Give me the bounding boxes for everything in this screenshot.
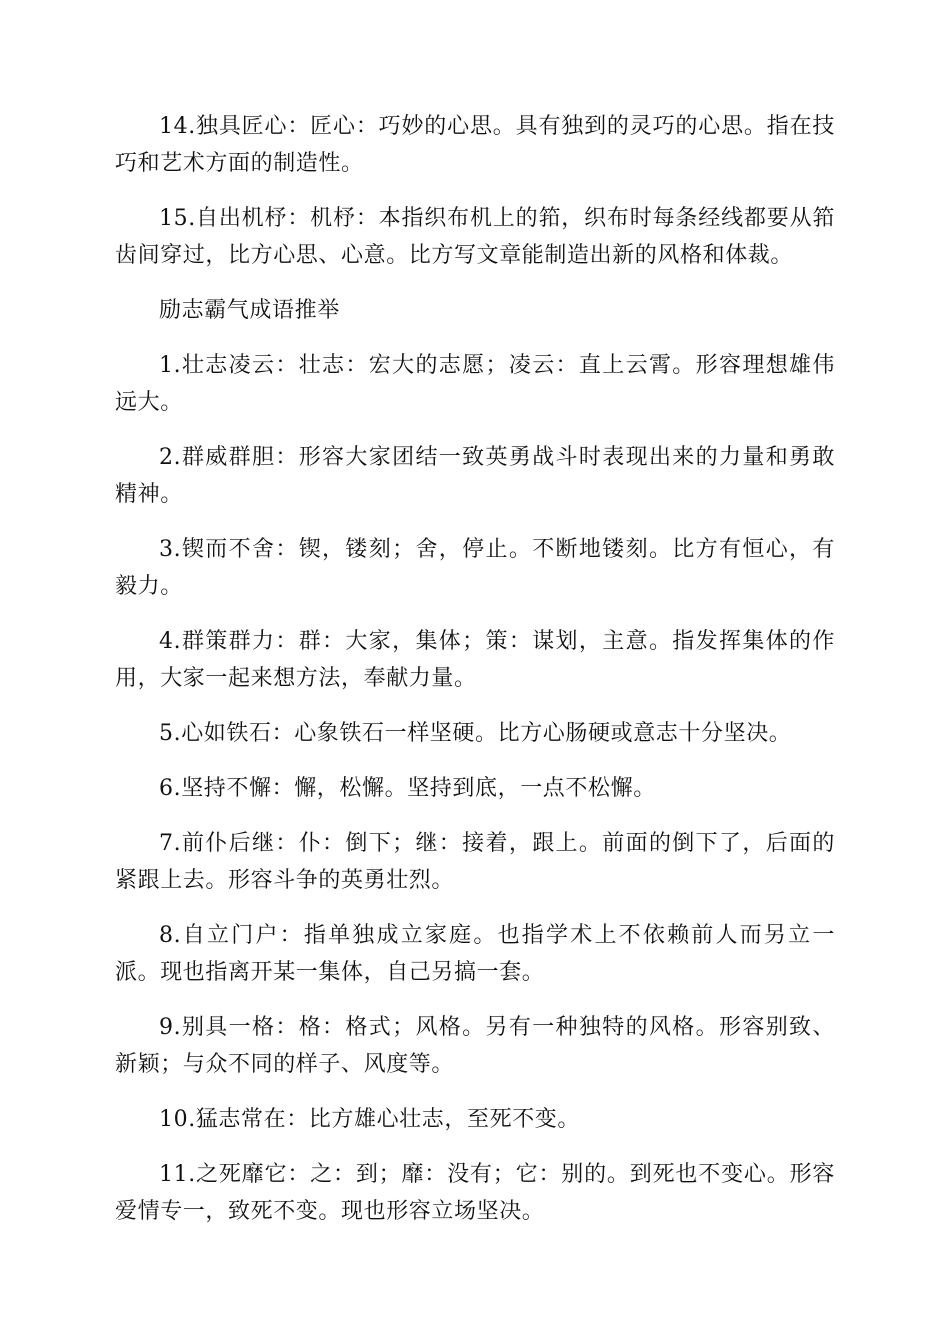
list-item: 5.心如铁石：心象铁石一样坚硬。比方心肠硬或意志十分坚决。 xyxy=(159,721,792,746)
list-item: 10.猛志常在：比方雄心壮志，至死不变。 xyxy=(159,1107,580,1132)
list-item: 6.坚持不懈：懈，松懈。坚持到底，一点不松懈。 xyxy=(159,776,656,801)
list-item: 11.之死靡它：之：到；靡：没有；它：别的。到死也不变心。形容爱情专一，致死不变。现也形容立场坚决。 xyxy=(115,1162,835,1224)
list-item: 4.群策群力：群：大家，集体；策：谋划，主意。指发挥集体的作用，大家一起来想方法，奉献力量。 xyxy=(115,629,835,691)
document-body xyxy=(115,108,835,1248)
paragraph-14: 14.独具匠心：匠心：巧妙的心思。具有独到的灵巧的心思。指在技巧和艺术方面的制造性。 xyxy=(115,114,835,176)
section-heading: 励志霸气成语推举 xyxy=(159,298,340,323)
list-item: 1.壮志凌云：壮志：宏大的志愿；凌云：直上云霄。形容理想雄伟远大。 xyxy=(115,353,835,415)
list-item: 9.别具一格：格：格式；风格。另有一种独特的风格。形容别致、新颖；与众不同的样子、风度等。 xyxy=(115,1015,835,1077)
paragraph-15: 15.自出机杼：机杼：本指织布机上的筘，织布时每条经线都要从筘齿间穿过，比方心思、心意。比方写文章能制造出新的风格和体裁。 xyxy=(115,206,835,268)
list-item: 3.锲而不舍：锲，镂刻；舍，停止。不断地镂刻。比方有恒心，有毅力。 xyxy=(115,537,835,599)
list-item: 8.自立门户：指单独成立家庭。也指学术上不依赖前人而另立一派。现也指离开某一集体，自己另搞一套。 xyxy=(115,923,835,985)
list-item: 2.群威群胆：形容大家团结一致英勇战斗时表现出来的力量和勇敢精神。 xyxy=(115,445,835,507)
list-item: 7.前仆后继：仆：倒下；继：接着，跟上。前面的倒下了，后面的紧跟上去。形容斗争的英勇壮烈。 xyxy=(115,831,835,893)
